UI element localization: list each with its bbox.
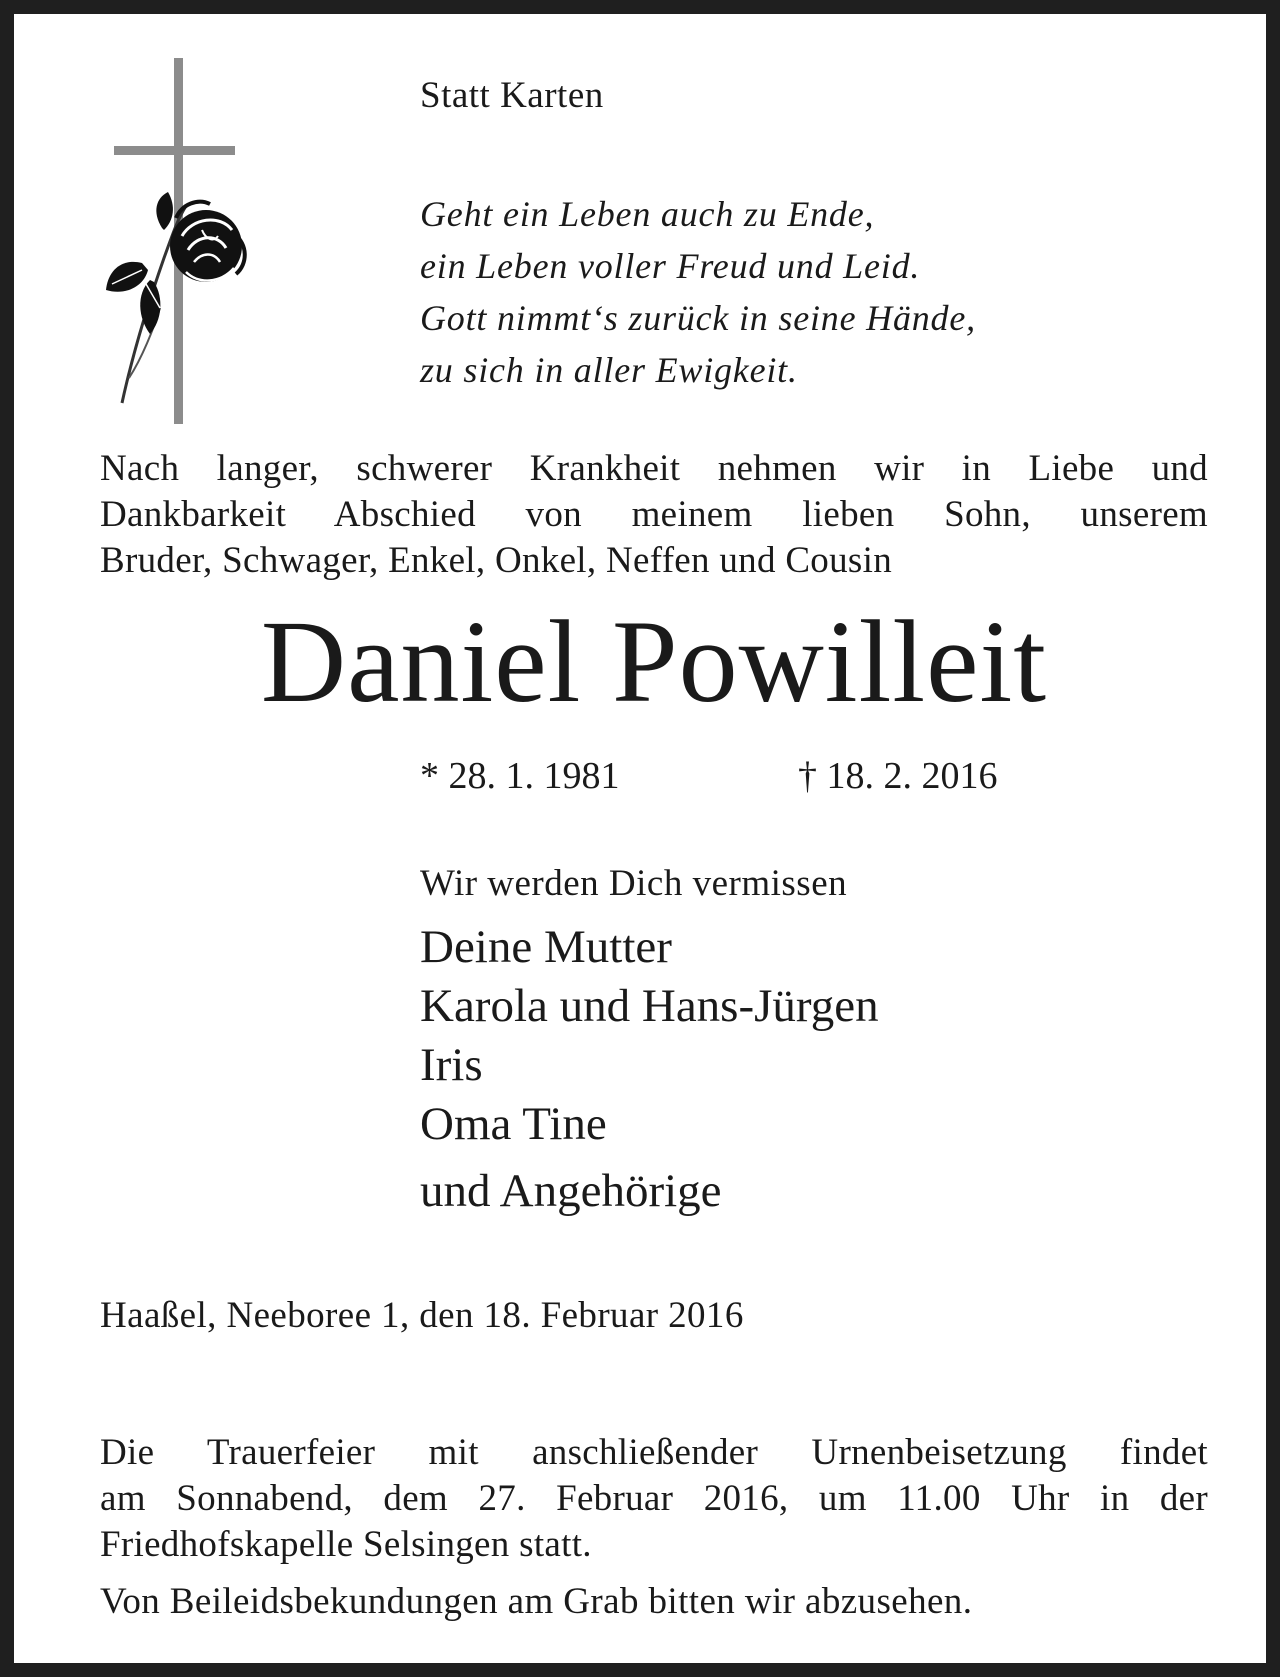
deceased-name: Daniel Powilleit — [260, 596, 1048, 727]
poem-line: zu sich in aller Ewigkeit. — [420, 350, 798, 390]
birth-date: * 28. 1. 1981 — [420, 755, 620, 797]
mourners-list — [420, 918, 879, 1221]
service-line: Die Trauerfeier mit anschließender Urnenbeisetzung findet — [100, 1432, 1208, 1473]
poem-line: ein Leben voller Freud und Leid. — [420, 246, 921, 286]
service-line: Friedhofskapelle Selsingen statt. — [100, 1524, 592, 1565]
intro-text — [100, 446, 1208, 584]
poem — [420, 188, 976, 396]
mourner: und Angehörige — [420, 1165, 722, 1217]
service-line: am Sonnabend, dem 27. Februar 2016, um 11.00 Uhr in der — [100, 1478, 1208, 1519]
miss-line: Wir werden Dich vermissen — [420, 863, 848, 904]
intro-line: Nach langer, schwerer Krankheit nehmen wir in Liebe und — [100, 448, 1208, 489]
header-statt-karten: Statt Karten — [420, 75, 604, 116]
mourner: Iris — [420, 1039, 483, 1091]
poem-line: Gott nimmt‘s zurück in seine Hände, — [420, 298, 976, 338]
intro-line: Dankbarkeit Abschied von meinem lieben Sohn, unserem — [100, 494, 1208, 535]
mourner: Karola und Hans-Jürgen — [420, 980, 879, 1032]
mourner: Oma Tine — [420, 1098, 607, 1150]
mourner: Deine Mutter — [420, 921, 672, 973]
place-date: Haaßel, Neeboree 1, den 18. Februar 2016 — [100, 1295, 744, 1336]
service-info — [100, 1430, 1208, 1568]
intro-line: Bruder, Schwager, Enkel, Onkel, Neffen und Cousin — [100, 540, 892, 581]
death-date: † 18. 2. 2016 — [798, 755, 998, 797]
poem-line: Geht ein Leben auch zu Ende, — [420, 194, 875, 234]
condolence-note: Von Beileidsbekundungen am Grab bitten wir abzusehen. — [100, 1581, 973, 1622]
cross-with-rose-icon — [102, 58, 272, 428]
